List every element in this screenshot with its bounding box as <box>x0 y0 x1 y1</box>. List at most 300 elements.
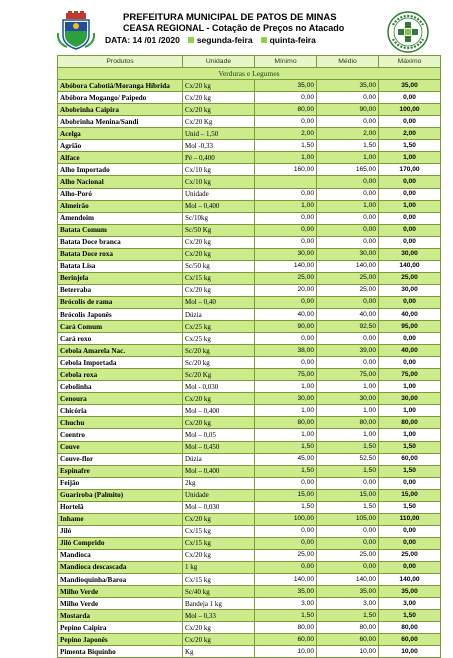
min-price: 38,00 <box>255 345 317 357</box>
table-row <box>58 128 441 140</box>
product-name: Espinafre <box>58 465 183 477</box>
min-price: 0,00 <box>255 357 317 369</box>
product-name: Milho Verde <box>58 586 183 598</box>
max-price: 0,00 <box>379 224 441 236</box>
min-price: 140,00 <box>255 260 317 272</box>
avg-price: 25,00 <box>317 272 379 284</box>
avg-price: 40,00 <box>317 308 379 320</box>
min-price: 15,00 <box>255 489 317 501</box>
product-name: Coentro <box>58 429 183 441</box>
max-price: 1,50 <box>379 465 441 477</box>
avg-price: 0,00 <box>317 188 379 200</box>
min-price: 0,00 <box>255 561 317 573</box>
avg-price: 1,50 <box>317 441 379 453</box>
table-row <box>58 393 441 405</box>
ceasa-seal-icon <box>387 11 429 53</box>
product-name: Cará roxo <box>58 333 183 345</box>
avg-price: 0,00 <box>317 357 379 369</box>
table-row <box>58 164 441 176</box>
product-name: Pepino Caipira <box>58 622 183 634</box>
avg-price: 52,50 <box>317 453 379 465</box>
avg-price: 30,00 <box>317 393 379 405</box>
unit-cell: Sc/50 Kg <box>183 224 255 236</box>
unit-cell: Cx/20 kg <box>183 284 255 296</box>
unit-cell: Mol – 0,05 <box>183 429 255 441</box>
unit-cell: Mol – 0,400 <box>183 405 255 417</box>
unit-cell: Pé – 0,400 <box>183 152 255 164</box>
product-name: Cebola roxa <box>58 369 183 381</box>
table-row <box>58 345 441 357</box>
unit-cell: Cx/20 kg <box>183 92 255 104</box>
min-price: 60,00 <box>255 634 317 646</box>
max-price: 0,00 <box>379 525 441 537</box>
avg-price: 1,50 <box>317 501 379 513</box>
avg-price: 0,00 <box>317 477 379 489</box>
max-price: 140,00 <box>379 574 441 586</box>
max-price: 95,00 <box>379 321 441 333</box>
unit-cell: 1 kg <box>183 561 255 573</box>
table-row <box>58 537 441 549</box>
max-price: 75,00 <box>379 369 441 381</box>
col-header-product: Produtos <box>58 56 183 68</box>
avg-price: 80,00 <box>317 417 379 429</box>
date-line <box>105 35 316 45</box>
unit-cell: Sc/40 kg <box>183 586 255 598</box>
product-name: Batata Comum <box>58 224 183 236</box>
unit-cell: Cx/20 kg <box>183 104 255 116</box>
avg-price: 1,00 <box>317 405 379 417</box>
table-row <box>58 248 441 260</box>
table-row <box>58 417 441 429</box>
avg-price: 0,00 <box>317 525 379 537</box>
unit-cell: Unidade <box>183 489 255 501</box>
table-row <box>58 333 441 345</box>
unit-cell: Cx/20 kg <box>183 248 255 260</box>
product-name: Mandioca <box>58 549 183 561</box>
min-price: 1,50 <box>255 465 317 477</box>
unit-cell: Cx/10 kg <box>183 176 255 188</box>
min-price: 1,00 <box>255 429 317 441</box>
col-header-unit: Unidade <box>183 56 255 68</box>
min-price: 0,00 <box>255 525 317 537</box>
table-row <box>58 549 441 561</box>
unit-cell: Unidade <box>183 188 255 200</box>
table-row <box>58 381 441 393</box>
unit-cell: Mol – 0,450 <box>183 441 255 453</box>
min-price: 30,00 <box>255 393 317 405</box>
table-row <box>58 574 441 586</box>
max-price: 110,00 <box>379 513 441 525</box>
ceasa-subtitle: CEASA REGIONAL - Cotação de Preços no Atacado <box>123 23 345 33</box>
unit-cell: Cx/20 kg <box>183 549 255 561</box>
section-title: Verduras e Legumes <box>58 68 441 80</box>
avg-price: 0,00 <box>317 296 379 308</box>
max-price: 170,00 <box>379 164 441 176</box>
product-name: Batata Doce roxa <box>58 248 183 260</box>
min-price: 20,00 <box>255 284 317 296</box>
product-name: Mandioquinha/Baroa <box>58 574 183 586</box>
product-name: Cebola Importada <box>58 357 183 369</box>
product-name: Berinjela <box>58 272 183 284</box>
max-price: 40,00 <box>379 308 441 320</box>
avg-price: 35,00 <box>317 80 379 92</box>
product-name: Couve <box>58 441 183 453</box>
product-name: Abobrinha Caipira <box>58 104 183 116</box>
avg-price: 0,00 <box>317 333 379 345</box>
max-price: 25,00 <box>379 272 441 284</box>
min-price: 1,00 <box>255 200 317 212</box>
max-price: 140,00 <box>379 260 441 272</box>
max-price: 2,00 <box>379 128 441 140</box>
table-row <box>58 465 441 477</box>
max-price: 0,00 <box>379 188 441 200</box>
section-row <box>58 68 441 80</box>
max-price: 1,50 <box>379 501 441 513</box>
table-row <box>58 321 441 333</box>
unit-cell: Bandeja 1 kg <box>183 598 255 610</box>
max-price: 0,00 <box>379 561 441 573</box>
avg-price: 1,00 <box>317 381 379 393</box>
municipality-title: PREFEITURA MUNICIPAL DE PATOS DE MINAS <box>123 12 337 23</box>
min-price: 80,00 <box>255 104 317 116</box>
unit-cell: Cx/20 kg <box>183 513 255 525</box>
max-price: 100,00 <box>379 104 441 116</box>
avg-price: 0,00 <box>317 236 379 248</box>
avg-price: 105,00 <box>317 513 379 525</box>
min-price: 80,00 <box>255 622 317 634</box>
table-row <box>58 405 441 417</box>
min-price: 140,00 <box>255 574 317 586</box>
table-row <box>58 525 441 537</box>
table-row <box>58 477 441 489</box>
avg-price: 25,00 <box>317 549 379 561</box>
max-price: 1,00 <box>379 381 441 393</box>
table-row <box>58 272 441 284</box>
table-row <box>58 308 441 320</box>
unit-cell: Cx/15 kg <box>183 537 255 549</box>
unit-cell: Cx/15 kg <box>183 525 255 537</box>
min-price <box>255 176 317 188</box>
max-price: 1,00 <box>379 405 441 417</box>
table-row <box>58 622 441 634</box>
avg-price: 90,00 <box>317 104 379 116</box>
min-price: 1,50 <box>255 610 317 622</box>
unit-cell: Sc/10kg <box>183 212 255 224</box>
table-row <box>58 598 441 610</box>
table-row <box>58 610 441 622</box>
min-price: 40,00 <box>255 308 317 320</box>
product-name: Batata Doce branca <box>58 236 183 248</box>
max-price: 30,00 <box>379 284 441 296</box>
max-price: 10,00 <box>379 646 441 658</box>
avg-price: 75,00 <box>317 369 379 381</box>
product-name: Inhame <box>58 513 183 525</box>
unit-cell: Cx/20 kg <box>183 393 255 405</box>
table-row <box>58 489 441 501</box>
max-price: 30,00 <box>379 248 441 260</box>
max-price: 0,00 <box>379 477 441 489</box>
min-price: 30,00 <box>255 248 317 260</box>
product-name: Milho Verde <box>58 598 183 610</box>
product-name: Mostarda <box>58 610 183 622</box>
min-price: 25,00 <box>255 272 317 284</box>
unit-cell: Cx/20 kg <box>183 236 255 248</box>
avg-price: 0,00 <box>317 561 379 573</box>
unit-cell: Kg <box>183 646 255 658</box>
unit-cell: Mol – 0,400 <box>183 465 255 477</box>
table-row <box>58 453 441 465</box>
min-price: 1,50 <box>255 140 317 152</box>
product-name: Almeirão <box>58 200 183 212</box>
product-name: Cebola Amarela Nac. <box>58 345 183 357</box>
max-price: 0,00 <box>379 92 441 104</box>
product-name: Guariroba (Palmito) <box>58 489 183 501</box>
table-row <box>58 586 441 598</box>
max-price: 1,50 <box>379 610 441 622</box>
min-price: 0,00 <box>255 212 317 224</box>
avg-price: 80,00 <box>317 622 379 634</box>
min-price: 1,00 <box>255 152 317 164</box>
avg-price: 0,00 <box>317 212 379 224</box>
unit-cell: Cx/20 kg <box>183 622 255 634</box>
min-price: 160,00 <box>255 164 317 176</box>
avg-price: 2,00 <box>317 128 379 140</box>
product-name: Acelga <box>58 128 183 140</box>
table-row <box>58 80 441 92</box>
unit-cell: Dúzia <box>183 453 255 465</box>
min-price: 80,00 <box>255 417 317 429</box>
table-row <box>58 152 441 164</box>
avg-price: 35,00 <box>317 586 379 598</box>
product-name: Cebolinha <box>58 381 183 393</box>
max-price: 0,00 <box>379 236 441 248</box>
avg-price: 140,00 <box>317 574 379 586</box>
unit-cell: Mol -0,33 <box>183 140 255 152</box>
col-header-avg: Médio <box>317 56 379 68</box>
table-row <box>58 176 441 188</box>
product-name: Couve-flor <box>58 453 183 465</box>
avg-price: 60,00 <box>317 634 379 646</box>
min-price: 0,00 <box>255 236 317 248</box>
max-price: 0,00 <box>379 176 441 188</box>
unit-cell: Sc/20 kg <box>183 357 255 369</box>
avg-price: 15,00 <box>317 489 379 501</box>
product-name: Feijão <box>58 477 183 489</box>
min-price: 3,00 <box>255 598 317 610</box>
avg-price: 140,00 <box>317 260 379 272</box>
unit-cell: Dúzia <box>183 308 255 320</box>
avg-price: 1,00 <box>317 200 379 212</box>
avg-price: 39,00 <box>317 345 379 357</box>
unit-cell: Sc/20 kg <box>183 345 255 357</box>
product-name: Pepino Japonês <box>58 634 183 646</box>
product-name: Brócolis de rama <box>58 296 183 308</box>
product-name: Beterraba <box>58 284 183 296</box>
table-row <box>58 200 441 212</box>
table-row <box>58 188 441 200</box>
product-name: Abóbora Mogango/ Paipedo <box>58 92 183 104</box>
table-row <box>58 357 441 369</box>
max-price: 1,50 <box>379 140 441 152</box>
avg-price: 1,00 <box>317 429 379 441</box>
avg-price: 0,00 <box>317 537 379 549</box>
table-row <box>58 212 441 224</box>
min-price: 0,00 <box>255 537 317 549</box>
max-price: 35,00 <box>379 80 441 92</box>
max-price: 0,00 <box>379 116 441 128</box>
min-price: 10,00 <box>255 646 317 658</box>
product-name: Abóbora Cabotiá/Moranga Híbrida <box>58 80 183 92</box>
unit-cell: Cx/15 kg <box>183 574 255 586</box>
unit-cell: Mol – 0,400 <box>183 200 255 212</box>
product-name: Alho Importado <box>58 164 183 176</box>
max-price: 35,00 <box>379 586 441 598</box>
min-price: 0,00 <box>255 188 317 200</box>
avg-price: 0,00 <box>317 116 379 128</box>
min-price: 0,00 <box>255 92 317 104</box>
avg-price: 1,50 <box>317 140 379 152</box>
max-price: 0,00 <box>379 357 441 369</box>
product-name: Alho Nacional <box>58 176 183 188</box>
avg-price: 0,00 <box>317 224 379 236</box>
unit-cell: Mol - 0,030 <box>183 381 255 393</box>
product-name: Brócolis Japonês <box>58 308 183 320</box>
product-name: Mandioca descascada <box>58 561 183 573</box>
max-price: 0,00 <box>379 212 441 224</box>
table-row <box>58 646 441 658</box>
product-name: Chuchu <box>58 417 183 429</box>
avg-price: 3,00 <box>317 598 379 610</box>
table-row <box>58 116 441 128</box>
min-price: 100,00 <box>255 513 317 525</box>
product-name: Agrião <box>58 140 183 152</box>
min-price: 0,00 <box>255 333 317 345</box>
avg-price: 1,00 <box>317 152 379 164</box>
avg-price: 92,50 <box>317 321 379 333</box>
table-row <box>58 104 441 116</box>
max-price: 3,00 <box>379 598 441 610</box>
min-price: 1,00 <box>255 381 317 393</box>
product-name: Batata Lisa <box>58 260 183 272</box>
col-header-max: Máximo <box>379 56 441 68</box>
table-row <box>58 369 441 381</box>
unit-cell: Mol – 0,33 <box>183 610 255 622</box>
legend-thursday: quinta-feira <box>261 35 316 45</box>
avg-price: 0,00 <box>317 92 379 104</box>
product-name: Jiló <box>58 525 183 537</box>
unit-cell: Cx/20 kg <box>183 417 255 429</box>
unit-cell: Cx/25 kg <box>183 333 255 345</box>
product-name: Alho-Poró <box>58 188 183 200</box>
table-row <box>58 501 441 513</box>
table-row <box>58 140 441 152</box>
max-price: 1,00 <box>379 200 441 212</box>
max-price: 1,00 <box>379 429 441 441</box>
max-price: 60,00 <box>379 634 441 646</box>
min-price: 0,00 <box>255 296 317 308</box>
unit-cell: Mol – 0,40 <box>183 296 255 308</box>
unit-cell: Sc/50 kg <box>183 260 255 272</box>
unit-cell: Cx/20 kg <box>183 80 255 92</box>
max-price: 0,00 <box>379 296 441 308</box>
avg-price: 10,00 <box>317 646 379 658</box>
avg-price: 165,00 <box>317 164 379 176</box>
avg-price: 0,00 <box>317 176 379 188</box>
max-price: 1,00 <box>379 152 441 164</box>
max-price: 25,00 <box>379 549 441 561</box>
min-price: 1,50 <box>255 441 317 453</box>
min-price: 25,00 <box>255 549 317 561</box>
avg-price: 25,00 <box>317 284 379 296</box>
product-name: Cenoura <box>58 393 183 405</box>
min-price: 0,00 <box>255 477 317 489</box>
legend-green-square-icon <box>188 37 194 43</box>
table-row <box>58 441 441 453</box>
max-price: 1,50 <box>379 441 441 453</box>
max-price: 30,00 <box>379 393 441 405</box>
table-row <box>58 296 441 308</box>
unit-cell: 2kg <box>183 477 255 489</box>
table-row <box>58 236 441 248</box>
unit-cell: Cx/10 kg <box>183 164 255 176</box>
avg-price: 30,00 <box>317 248 379 260</box>
legend-monday: segunda-feira <box>188 35 253 45</box>
product-name: Alface <box>58 152 183 164</box>
table-row <box>58 513 441 525</box>
unit-cell: Unid – 1,50 <box>183 128 255 140</box>
table-header-row <box>58 56 441 68</box>
product-name: Pimenta Biquinho <box>58 646 183 658</box>
min-price: 35,00 <box>255 80 317 92</box>
legend-green-square-icon <box>261 37 267 43</box>
unit-cell: Cx/20 kg <box>183 634 255 646</box>
unit-cell: Mol – 0,030 <box>183 501 255 513</box>
min-price: 45,00 <box>255 453 317 465</box>
product-name: Hortelã <box>58 501 183 513</box>
min-price: 90,00 <box>255 321 317 333</box>
quote-date: DATA: 14 /01 /2020 <box>105 35 180 45</box>
max-price: 0,00 <box>379 333 441 345</box>
product-name: Cará Comum <box>58 321 183 333</box>
product-name: Chicória <box>58 405 183 417</box>
product-name: Jiló Comprido <box>58 537 183 549</box>
min-price: 0,00 <box>255 224 317 236</box>
table-row <box>58 561 441 573</box>
max-price: 80,00 <box>379 622 441 634</box>
max-price: 15,00 <box>379 489 441 501</box>
price-table <box>57 55 441 658</box>
min-price: 75,00 <box>255 369 317 381</box>
avg-price: 1,50 <box>317 465 379 477</box>
min-price: 1,50 <box>255 501 317 513</box>
avg-price: 1,50 <box>317 610 379 622</box>
max-price: 60,00 <box>379 453 441 465</box>
product-name: Amendoim <box>58 212 183 224</box>
max-price: 80,00 <box>379 417 441 429</box>
min-price: 0,00 <box>255 116 317 128</box>
unit-cell: Cx/15 kg <box>183 272 255 284</box>
product-name: Abobrinha Menina/Sandi <box>58 116 183 128</box>
unit-cell: Sc/20 Kg <box>183 369 255 381</box>
unit-cell: Cx/20 Kg <box>183 116 255 128</box>
min-price: 35,00 <box>255 586 317 598</box>
table-row <box>58 224 441 236</box>
table-row <box>58 429 441 441</box>
unit-cell: Cx/25 kg <box>183 321 255 333</box>
table-row <box>58 92 441 104</box>
max-price: 40,00 <box>379 345 441 357</box>
max-price: 0,00 <box>379 537 441 549</box>
